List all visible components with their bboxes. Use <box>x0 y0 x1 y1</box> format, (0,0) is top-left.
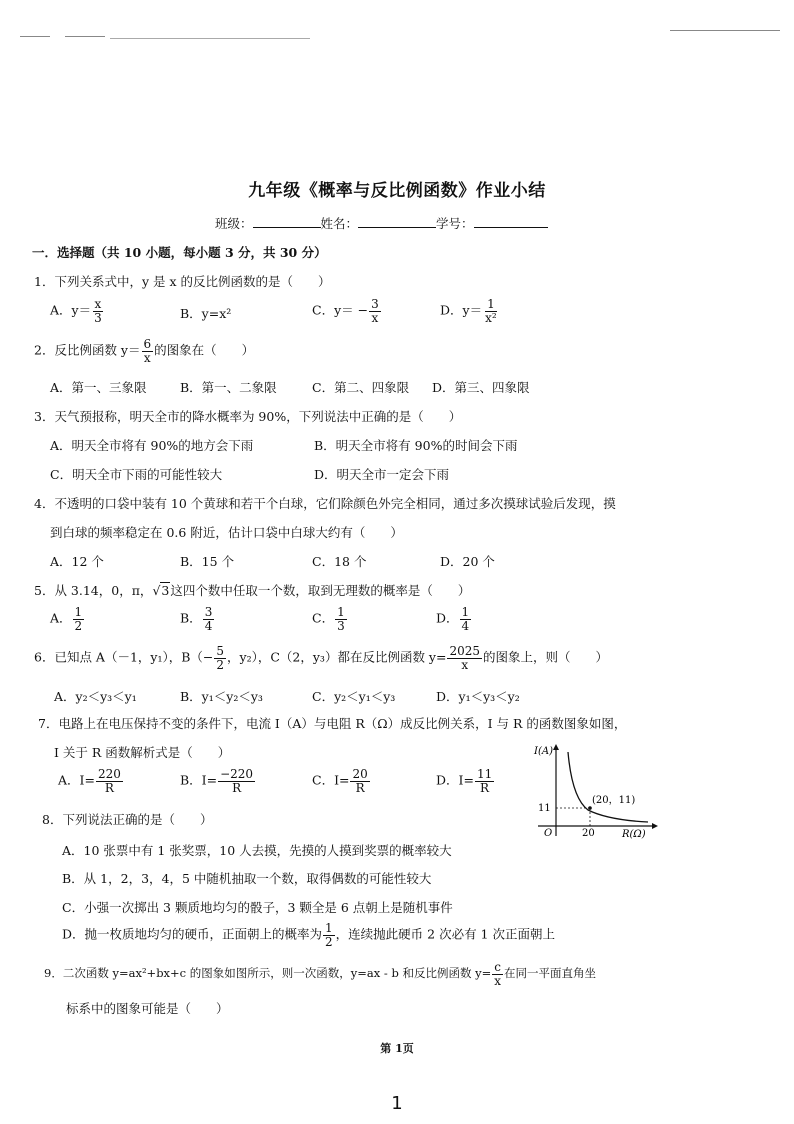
q4-stem-line1: 4．不透明的口袋中装有 10 个黄球和若干个白球，它们除颜色外完全相同，通过多次摸球试验后发现，摸 <box>34 496 616 511</box>
q5-option-a: A． $\frac{1}{2}$ <box>50 605 83 633</box>
q3-option-d: D．明天全市一定会下雨 <box>314 467 450 482</box>
q7-stem-line2: I 关于 R 函数解析式是（ ） <box>54 745 231 760</box>
q3-stem: 3．天气预报称，明天全市的降水概率为 90%，下列说法中正确的是（ ） <box>34 409 462 424</box>
y-axis-label: I(A) <box>534 746 553 757</box>
origin-label: O <box>544 828 553 839</box>
id-blank[interactable] <box>474 214 548 228</box>
q4-option-c: C．18 个 <box>312 554 367 569</box>
x-tick-label: 20 <box>582 828 595 839</box>
q3-option-c: C．明天全市下雨的可能性较大 <box>50 467 223 482</box>
q6-option-d: D．y₁＜y₃＜y₂ <box>436 689 520 704</box>
name-label: 姓名： <box>320 216 359 231</box>
q6-option-c: C．y₂＜y₁＜y₃ <box>312 689 396 704</box>
q5-stem: 5．从 3.14，0，π，√3这四个数中任取一个数，取到无理数的概率是（ ） <box>34 583 471 598</box>
q8-option-a: A．10 张票中有 1 张奖票，10 人去摸，先摸的人摸到奖票的概率较大 <box>62 843 452 858</box>
worksheet-title: 九年级《概率与反比例函数》作业小结 <box>248 181 546 201</box>
q4-option-b: B．15 个 <box>180 554 235 569</box>
q8-option-b: B．从 1，2，3，4，5 中随机抽取一个数，取得偶数的可能性较大 <box>62 871 432 886</box>
q8-option-c: C．小强一次掷出 3 颗质地均匀的骰子，3 颗全是 6 点朝上是随机事件 <box>62 900 453 915</box>
y-tick-label: 11 <box>538 803 551 814</box>
q2-stem: 2．反比例函数 y＝ $\frac{6}{x}$ 的图象在（ ） <box>34 337 255 365</box>
q1-option-c: C．y＝ − $\frac{3}{x}$ <box>312 297 379 325</box>
q2-option-d: D．第三、四象限 <box>432 380 530 395</box>
scan-artifact <box>65 36 105 37</box>
q7-option-a: A．I= $\frac{220}{R}$ <box>58 767 121 795</box>
q7-option-c: C．I= $\frac{20}{R}$ <box>312 767 368 795</box>
x-axis-label: R(Ω) <box>622 829 646 840</box>
q5-option-c: C． $\frac{1}{3}$ <box>312 605 345 633</box>
q1-option-b: B．y=x² <box>180 306 232 321</box>
y-axis-arrow <box>553 744 559 750</box>
q6-stem: 6．已知点 A（－1，y₁），B（− $\frac{5}{2}$ ，y₂），C（2，y₃）都在反比例函数 y= $\frac{2025}{x}$ 的图象上，则（ ） <box>34 644 609 672</box>
q7-option-b: B．I= $\frac{-220}{R}$ <box>180 767 254 795</box>
student-info-line <box>215 214 548 232</box>
page-footer-label: 第 1页 <box>380 1042 414 1055</box>
name-blank[interactable] <box>358 214 436 228</box>
class-blank[interactable] <box>253 214 321 228</box>
q3-option-a: A．明天全市将有 90%的地方会下雨 <box>50 438 254 453</box>
x-axis-arrow <box>652 823 658 829</box>
q2-option-b: B．第一、二象限 <box>180 380 277 395</box>
q6-option-a: A．y₂＜y₃＜y₁ <box>54 689 137 704</box>
q4-option-a: A．12 个 <box>50 554 104 569</box>
current-resistance-graph <box>530 740 660 840</box>
q4-option-d: D．20 个 <box>440 554 495 569</box>
q1-stem: 1．下列关系式中，y 是 x 的反比例函数的是（ ） <box>34 274 331 289</box>
scan-artifact <box>110 38 310 39</box>
q9-stem-line1: 9．二次函数 y=ax²+bx+c 的图象如图所示，则一次函数，y=ax - b 和反比例函数 y= $\frac{c}{x}$ 在同一平面直角坐 <box>44 960 597 988</box>
point-label: (20，11) <box>592 795 636 806</box>
hyperbola-curve <box>568 752 648 822</box>
scan-artifact <box>20 36 50 37</box>
q2-option-a: A．第一、三象限 <box>50 380 147 395</box>
q3-option-b: B．明天全市将有 90%的时间会下雨 <box>314 438 518 453</box>
class-label: 班级： <box>215 216 253 231</box>
q8-option-d: D．抛一枚质地均匀的硬币，正面朝上的概率为 $\frac{1}{2}$ ，连续抛此硬币 2 次必有 1 次正面朝上 <box>62 921 555 949</box>
point-marker <box>588 806 592 810</box>
q7-option-d: D．I= $\frac{11}{R}$ <box>436 767 493 795</box>
section-heading: 一．选择题（共 10 小题，每小题 3 分，共 30 分） <box>32 245 327 260</box>
id-label: 学号： <box>436 216 474 231</box>
q1-option-d: D．y＝ $\frac{1}{\text{x²}}$ <box>440 297 497 325</box>
scan-artifact <box>670 30 780 31</box>
q6-option-b: B．y₁＜y₂＜y₃ <box>180 689 263 704</box>
q1-option-a: A．y＝ $\frac{x}{3}$ <box>50 297 102 325</box>
q7-stem-line1: 7．电路上在电压保持不变的条件下，电流 I（A）与电阻 R（Ω）成反比例关系，I 与 R 的函数图象如图， <box>38 716 627 731</box>
page-number: 1 <box>391 1093 403 1114</box>
q4-stem-line2: 到白球的频率稳定在 0.6 附近，估计口袋中白球大约有（ ） <box>50 525 403 540</box>
q5-option-b: B． $\frac{3}{4}$ <box>180 605 213 633</box>
q2-option-c: C．第二、四象限 <box>312 380 410 395</box>
q8-stem: 8．下列说法正确的是（ ） <box>42 812 213 827</box>
q9-stem-line2: 标系中的图象可能是（ ） <box>66 1001 229 1016</box>
q5-option-d: D． $\frac{1}{4}$ <box>436 605 470 633</box>
